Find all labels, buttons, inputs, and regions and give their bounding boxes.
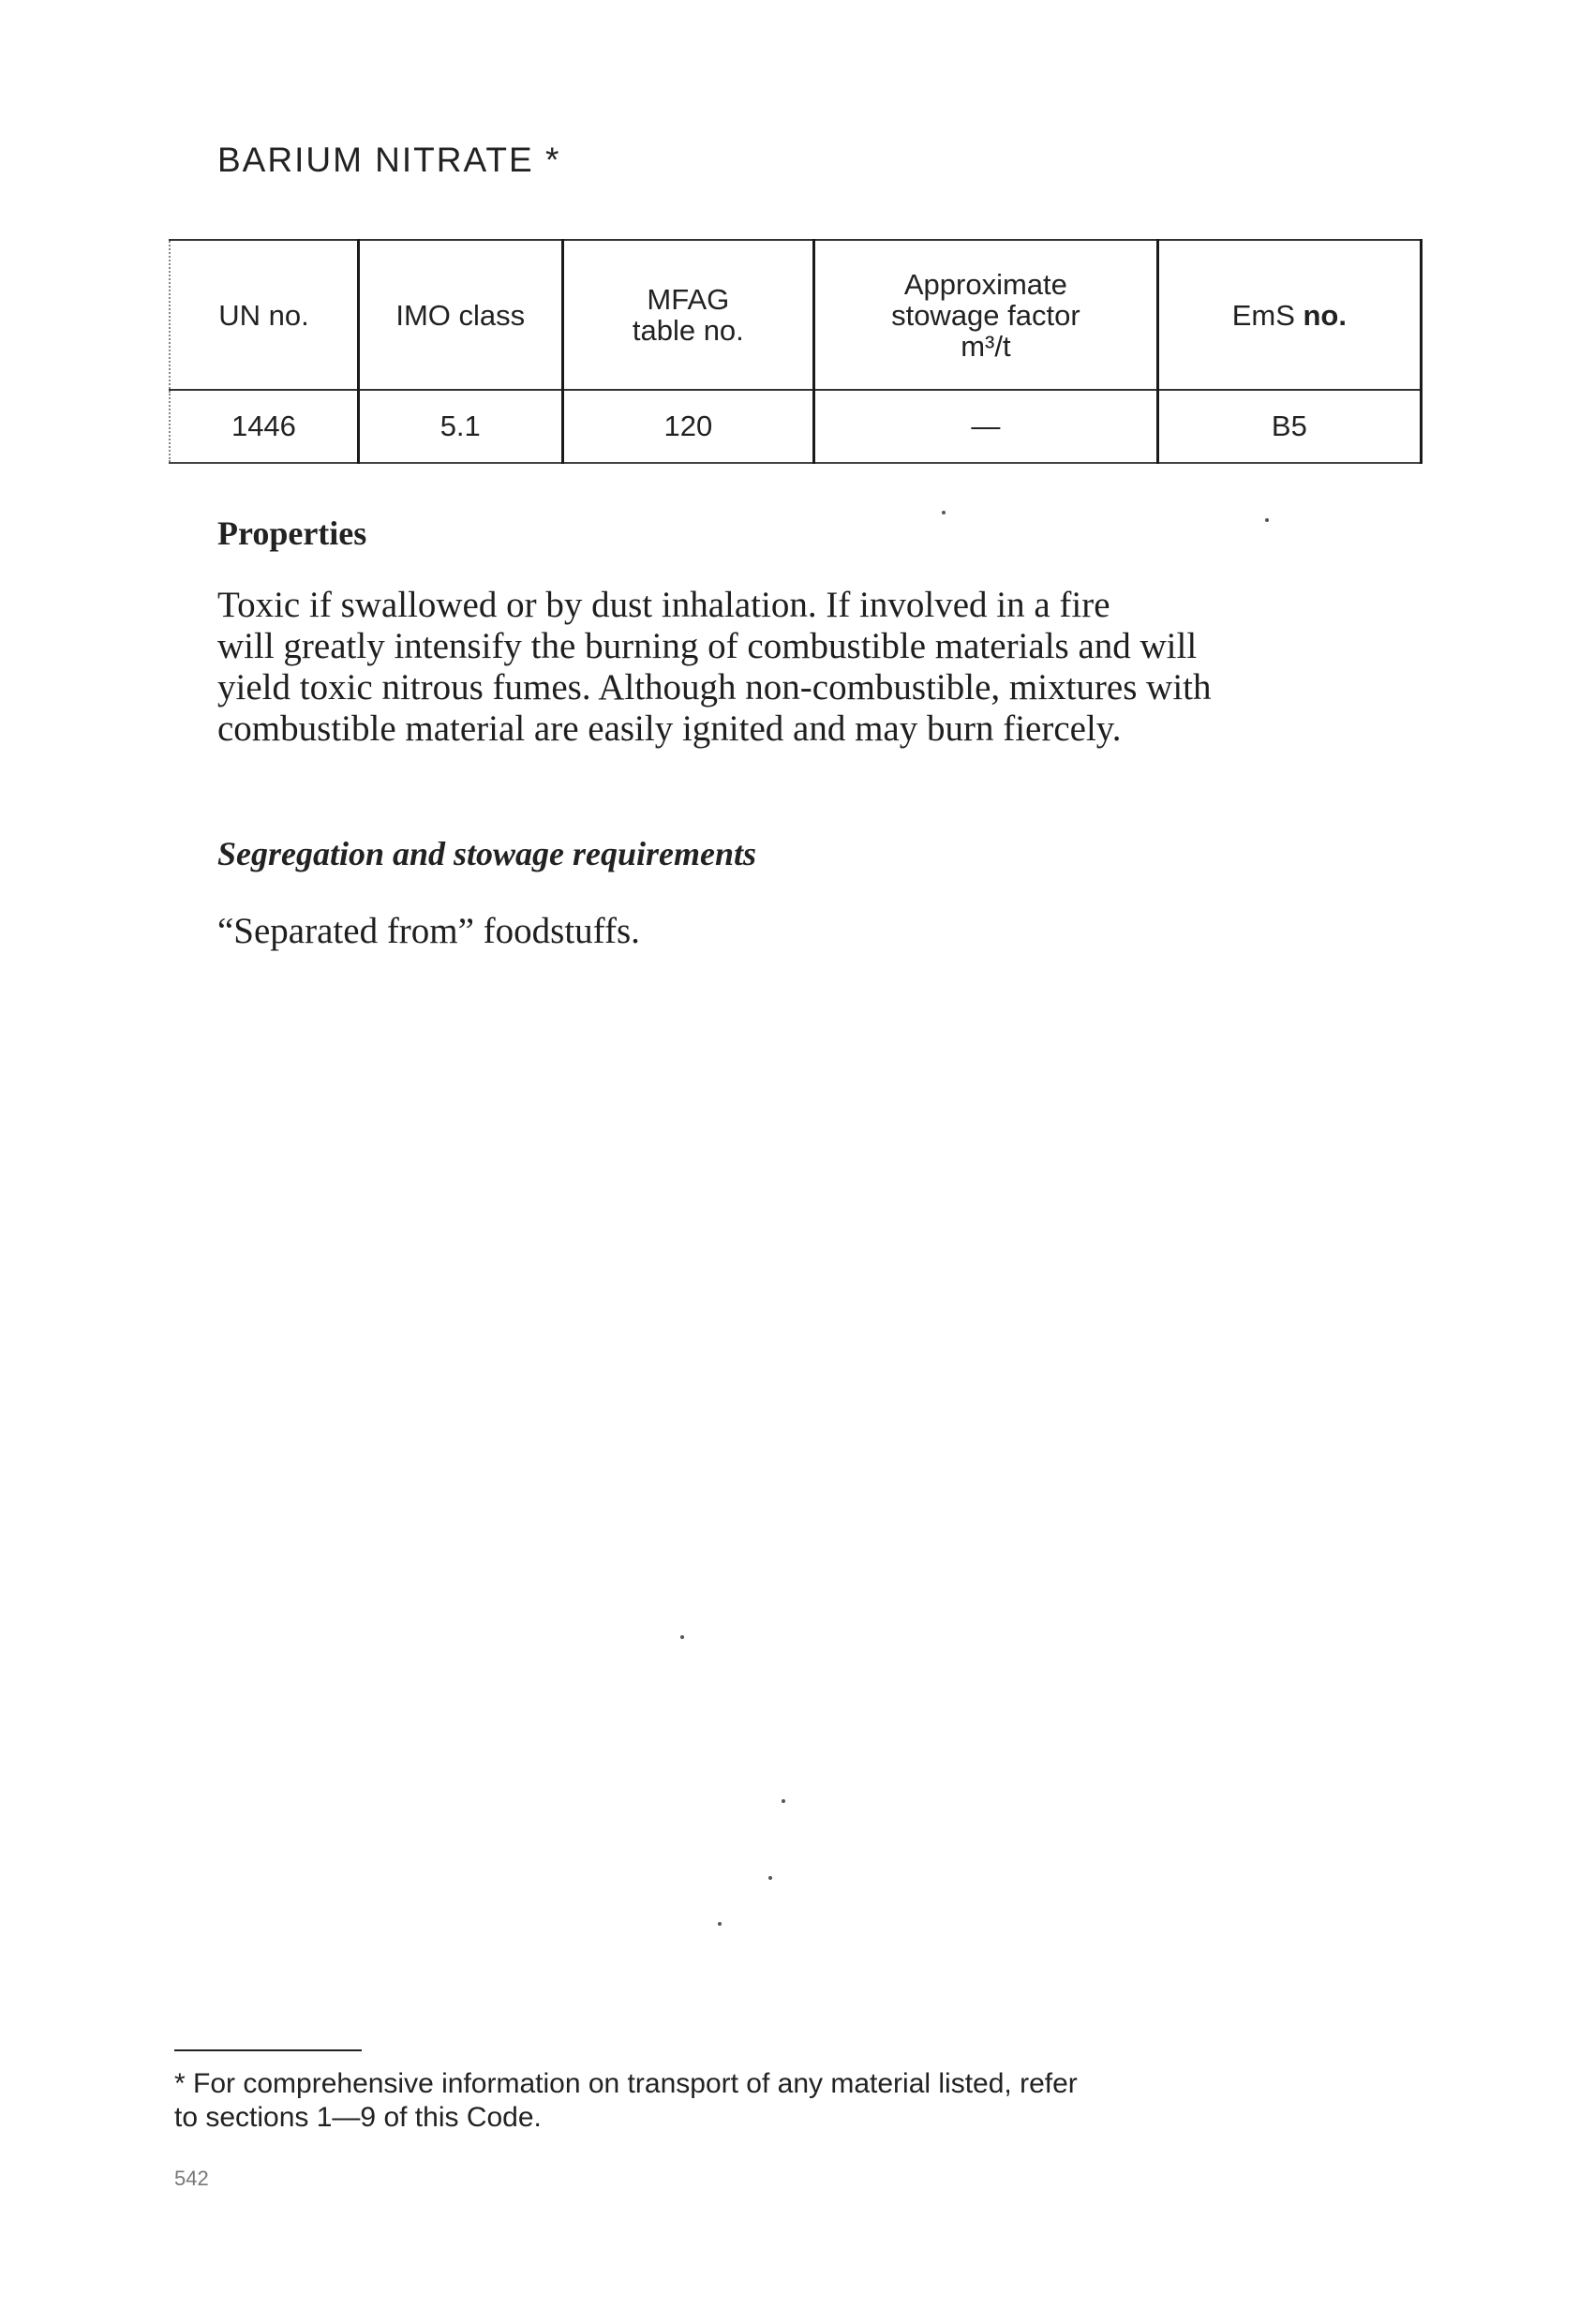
footnote-line: to sections 1—9 of this Code.	[174, 2102, 542, 2133]
footnote	[174, 2067, 1426, 2135]
header-stowage-line3: m³/t	[961, 329, 1011, 363]
header-stowage-factor	[814, 240, 1158, 390]
header-mfag-line2: table no.	[632, 314, 744, 347]
table-header-row	[170, 240, 1422, 390]
cell-mfag: 120	[562, 390, 813, 463]
cell-un-no: 1446	[170, 390, 358, 463]
properties-paragraph	[217, 585, 1426, 750]
header-ems-prefix: EmS	[1231, 298, 1304, 332]
segregation-paragraph: “Separated from” foodstuffs.	[217, 911, 640, 951]
header-ems-no	[1157, 240, 1421, 390]
footnote-divider	[174, 2049, 362, 2051]
scan-speck	[1265, 518, 1269, 522]
cell-ems: B5	[1157, 390, 1421, 463]
header-imo-class: IMO class	[358, 240, 562, 390]
footnote-line: * For comprehensive information on transport of any material listed, refer	[174, 2068, 1078, 2099]
cell-imo-class: 5.1	[358, 390, 562, 463]
segregation-heading: Segregation and stowage requirements	[217, 835, 757, 872]
substance-data-table	[169, 239, 1423, 464]
header-stowage-line1: Approximate	[903, 267, 1067, 301]
page-number: 542	[174, 2167, 209, 2190]
header-ems-suffix: no.	[1303, 298, 1347, 332]
properties-line: yield toxic nitrous fumes. Although non-combustible, mixtures with	[217, 667, 1212, 708]
properties-line: will greatly intensify the burning of combustible materials and will	[217, 626, 1198, 666]
properties-heading: Properties	[217, 514, 367, 552]
header-mfag-table-no	[562, 240, 813, 390]
scan-speck	[782, 1799, 785, 1803]
header-stowage-line2: stowage factor	[891, 298, 1080, 332]
scan-speck	[680, 1635, 684, 1639]
properties-line: Toxic if swallowed or by dust inhalation. If involved in a fire	[217, 585, 1110, 625]
scan-speck	[718, 1922, 722, 1926]
scan-speck	[768, 1876, 772, 1880]
cell-stowage: —	[814, 390, 1158, 463]
properties-line: combustible material are easily ignited and may burn fiercely.	[217, 708, 1122, 749]
scan-speck	[942, 511, 946, 514]
header-un-no: UN no.	[170, 240, 358, 390]
document-title: BARIUM NITRATE *	[217, 141, 561, 179]
header-mfag-line1: MFAG	[647, 283, 730, 316]
table-row	[170, 390, 1422, 463]
